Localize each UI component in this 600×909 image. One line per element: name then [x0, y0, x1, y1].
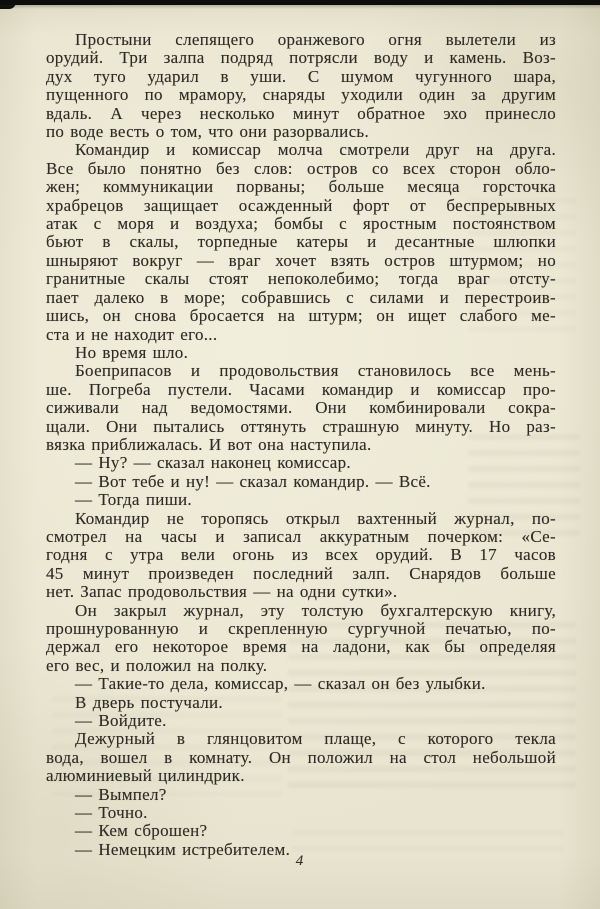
text-line: ше. Погреба пустели. Часами командир и комиссар про-	[46, 379, 556, 399]
text-line: — Вымпел?	[75, 784, 167, 804]
text-line: пает далеко в море; собравшись с силами и перестроив-	[46, 287, 556, 307]
text-line: Простыни слепящего оранжевого огня вылетели из	[75, 30, 556, 49]
text-line: храбрецов защищает осажденный форт от беспрерывных	[46, 195, 556, 215]
paragraph	[46, 473, 556, 491]
paragraph	[46, 141, 556, 343]
paragraph	[46, 712, 556, 730]
text-line: держал его некоторое время на ладони, как бы определяя	[46, 637, 556, 657]
text-line: дух туго ударил в уши. С шумом чугунного шара,	[46, 66, 556, 86]
text-line: Все было понятно без слов: остров со всех сторон обло-	[46, 158, 556, 178]
paragraph	[46, 362, 556, 454]
text-line: пущенного по мрамору, снаряды уходили один за другим	[46, 85, 556, 105]
paragraph	[46, 510, 556, 602]
text-line: прошнурованную и скрепленную сургучной печатью, по-	[46, 619, 556, 638]
text-line: Но время шло.	[75, 342, 189, 362]
text-line: шныряют вокруг — враг хочет взять остров штурмом; но	[46, 250, 556, 270]
paragraph	[46, 822, 556, 840]
paragraph	[46, 694, 556, 712]
page-text-block	[46, 31, 556, 859]
text-line: по воде весть о том, что они разорвались.	[46, 122, 370, 142]
text-line: Он закрыл журнал, эту толстую бухгалтерскую книгу,	[75, 600, 556, 620]
text-line: — Тогда пиши.	[75, 490, 192, 510]
text-line: — Кем сброшен?	[75, 821, 208, 841]
text-line: 45 минут произведен последний залп. Снарядов больше	[46, 563, 556, 583]
text-line: гранитные скалы стоят непоколебимо; тогда враг отсту-	[46, 269, 556, 289]
text-line: шись, он снова бросается на штурм; он ищет слабого ме-	[46, 306, 556, 326]
text-line: щали. Они пытались оттянуть страшную минуту. Но раз-	[46, 416, 556, 436]
text-line: вода, вошел в комнату. Он положил на стол небольшой	[46, 747, 556, 767]
text-line: смотрел на часы и записал аккуратным почерком: «Се-	[46, 526, 556, 546]
paragraph	[46, 804, 556, 822]
scan-top-edge-shadow	[0, 5, 600, 9]
text-line: его вес, и положил на полку.	[46, 655, 268, 675]
text-line: — Войдите.	[75, 711, 167, 731]
paragraph	[46, 344, 556, 362]
page-number: 4	[295, 853, 305, 869]
text-line: вдаль. А через несколько минут обратное эхо принесло	[46, 103, 556, 123]
text-line: — Такие-то дела, комиссар, — сказал он без улыбки.	[75, 674, 486, 694]
text-line: вязка приближалась. И вот она наступила.	[46, 434, 372, 454]
paragraph	[46, 454, 556, 472]
text-line: Дежурный в глянцовитом плаще, с которого текла	[75, 729, 556, 749]
paragraph	[46, 730, 556, 785]
paragraph	[46, 602, 556, 676]
text-line: жен; коммуникации порваны; больше месяца горсточка	[46, 177, 556, 197]
text-line: Командир не торопясь открыл вахтенный журнал, по-	[75, 508, 556, 528]
text-line: алюминиевый цилиндрик.	[46, 766, 245, 786]
paragraph	[46, 675, 556, 693]
text-line: — Ну? — сказал наконец комиссар.	[75, 453, 351, 473]
paragraph	[46, 491, 556, 509]
text-line: нет. Запас продовольствия — на одни сутки».	[46, 582, 398, 602]
text-line: Боеприпасов и продовольствия становилось все мень-	[75, 361, 556, 381]
text-line: бьют в скалы, торпедные катеры и десантные шлюпки	[46, 232, 556, 252]
text-line: — Точно.	[75, 803, 148, 823]
text-line: — Вот тебе и ну! — сказал командир. — Всё.	[75, 471, 431, 491]
text-line: орудий. Три залпа подряд потрясли воду и камень. Воз-	[46, 48, 556, 68]
paragraph	[46, 31, 556, 141]
text-line: В дверь постучали.	[75, 692, 223, 712]
text-line: Командир и комиссар молча смотрели друг на друга.	[75, 140, 556, 160]
text-line: ста и не находит его...	[46, 324, 218, 344]
text-line: атак с моря и воздуха; бомбы с яростным постоянством	[46, 214, 556, 234]
text-line: годня с утра вели огонь из всех орудий. В 17 часов	[46, 545, 556, 565]
text-line: сиживали над ведомостями. Они комбинировали сокра-	[46, 398, 556, 418]
text-line: — Немецким истребителем.	[75, 839, 291, 859]
paragraph	[46, 786, 556, 804]
